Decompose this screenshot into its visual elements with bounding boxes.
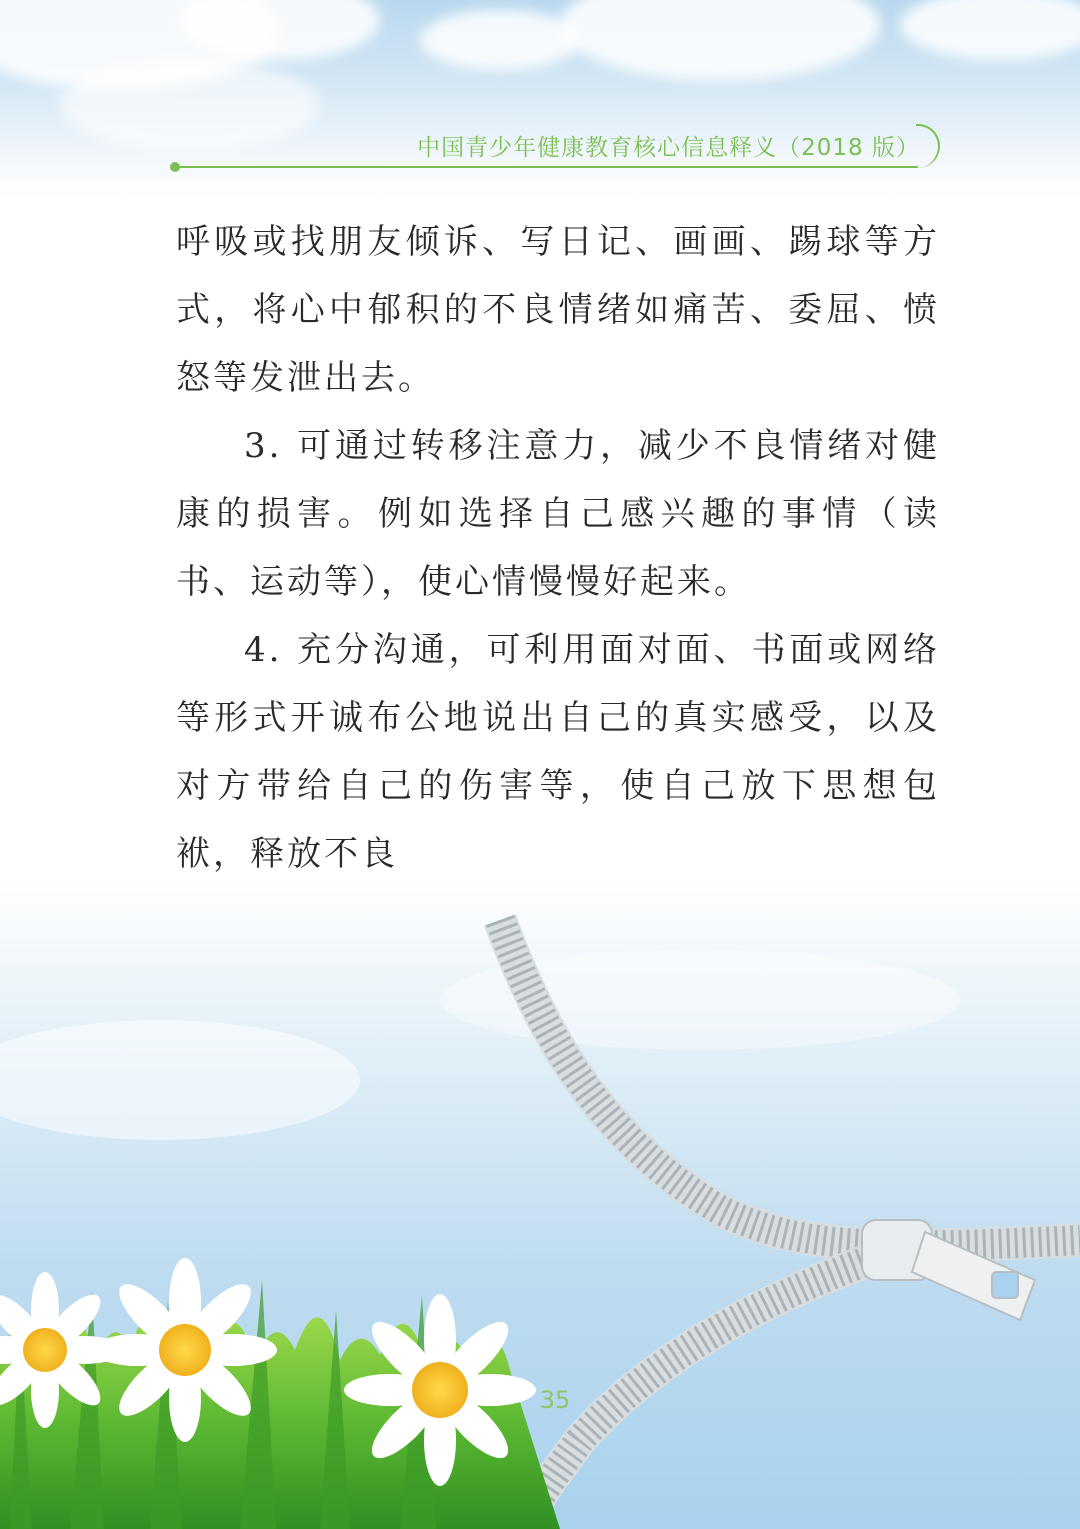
cloud-icon <box>560 0 880 80</box>
paragraph-item-3: 3. 可通过转移注意力，减少不良情绪对健康的损害。例如选择自己感兴趣的事情（读书、运动等），使心情慢慢好起来。 <box>176 426 940 602</box>
bottom-illustration <box>0 880 1080 1529</box>
running-header <box>170 118 940 178</box>
paragraph-continued: 呼吸或找朋友倾诉、写日记、画画、踢球等方式，将心中郁积的不良情绪如痛苦、委屈、愤怒等发泄出去。 <box>176 222 940 398</box>
book-title: 中国青少年健康教育核心信息释义（2018 版） <box>417 135 920 161</box>
cloud-icon <box>900 0 1080 60</box>
body-text <box>176 208 940 888</box>
page-number: 35 <box>539 1386 571 1414</box>
paragraph-item-4: 4. 充分沟通，可利用面对面、书面或网络等形式开诚布公地说出自己的真实感受，以及对方带给自己的伤害等，使自己放下思想包袱，释放不良 <box>176 630 940 874</box>
cloud-icon <box>420 10 580 70</box>
